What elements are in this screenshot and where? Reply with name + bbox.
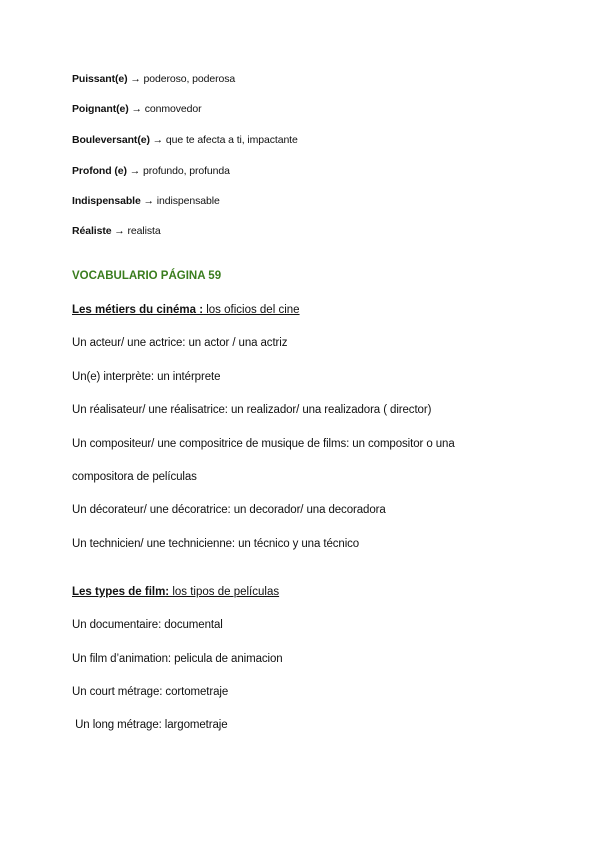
subheading-label: Les métiers du cinéma : (72, 304, 204, 316)
adjective-line (72, 72, 235, 86)
adjective-translation: poderoso, poderosa (143, 73, 236, 85)
adjective-term: Profond (e) (72, 165, 127, 177)
vocab-item: Un(e) interprète: un intérprete (72, 371, 221, 383)
section-heading: VOCABULARIO PÁGINA 59 (72, 270, 222, 282)
adjective-term: Poignant(e) (72, 103, 129, 115)
adjective-term: Bouleversant(e) (72, 134, 150, 146)
vocab-item: Un acteur/ une actrice: un actor / una actriz (72, 337, 288, 349)
adjective-translation: conmovedor (144, 103, 202, 115)
vocab-item: Un compositeur/ une compositrice de musique de films: un compositor o una (72, 438, 455, 450)
arrow-separator: → (126, 165, 143, 177)
vocab-item: Un technicien/ une technicienne: un técnico y una técnico (72, 538, 360, 550)
adjective-line (72, 102, 201, 116)
subheading-types (72, 585, 279, 599)
arrow-separator: → (111, 225, 128, 237)
subheading-translation: los oficios del cine (203, 304, 300, 316)
vocab-item: Un long métrage: largometraje (72, 719, 228, 731)
adjective-translation: que te afecta a ti, impactante (165, 134, 298, 146)
vocab-item: Un film d’animation: pelicula de animacion (72, 653, 283, 665)
vocab-item: Un court métrage: cortometraje (72, 686, 229, 698)
adjective-translation: indispensable (156, 195, 220, 207)
subheading-translation: los tipos de películas (169, 586, 280, 598)
arrow-separator: → (140, 195, 157, 207)
adjective-line (72, 224, 161, 238)
adjective-line (72, 164, 230, 178)
subheading-label: Les types de film: (72, 586, 170, 598)
arrow-separator: → (128, 103, 145, 115)
vocab-item: Un décorateur/ une décoratrice: un decorador/ una decoradora (72, 504, 386, 516)
arrow-separator: → (127, 73, 144, 85)
vocab-item: Un réalisateur/ une réalisatrice: un realizador/ una realizadora ( director) (72, 404, 432, 416)
vocab-item-continuation: compositora de películas (72, 471, 197, 483)
subheading-metiers (72, 303, 300, 317)
arrow-separator: → (149, 134, 166, 146)
adjective-line (72, 133, 298, 147)
vocab-item: Un documentaire: documental (72, 619, 223, 631)
adjective-term: Puissant(e) (72, 73, 128, 85)
adjective-term: Indispensable (72, 195, 141, 207)
adjective-line (72, 194, 220, 208)
adjective-translation: profundo, profunda (142, 165, 230, 177)
adjective-term: Réaliste (72, 225, 112, 237)
adjective-translation: realista (127, 225, 161, 237)
